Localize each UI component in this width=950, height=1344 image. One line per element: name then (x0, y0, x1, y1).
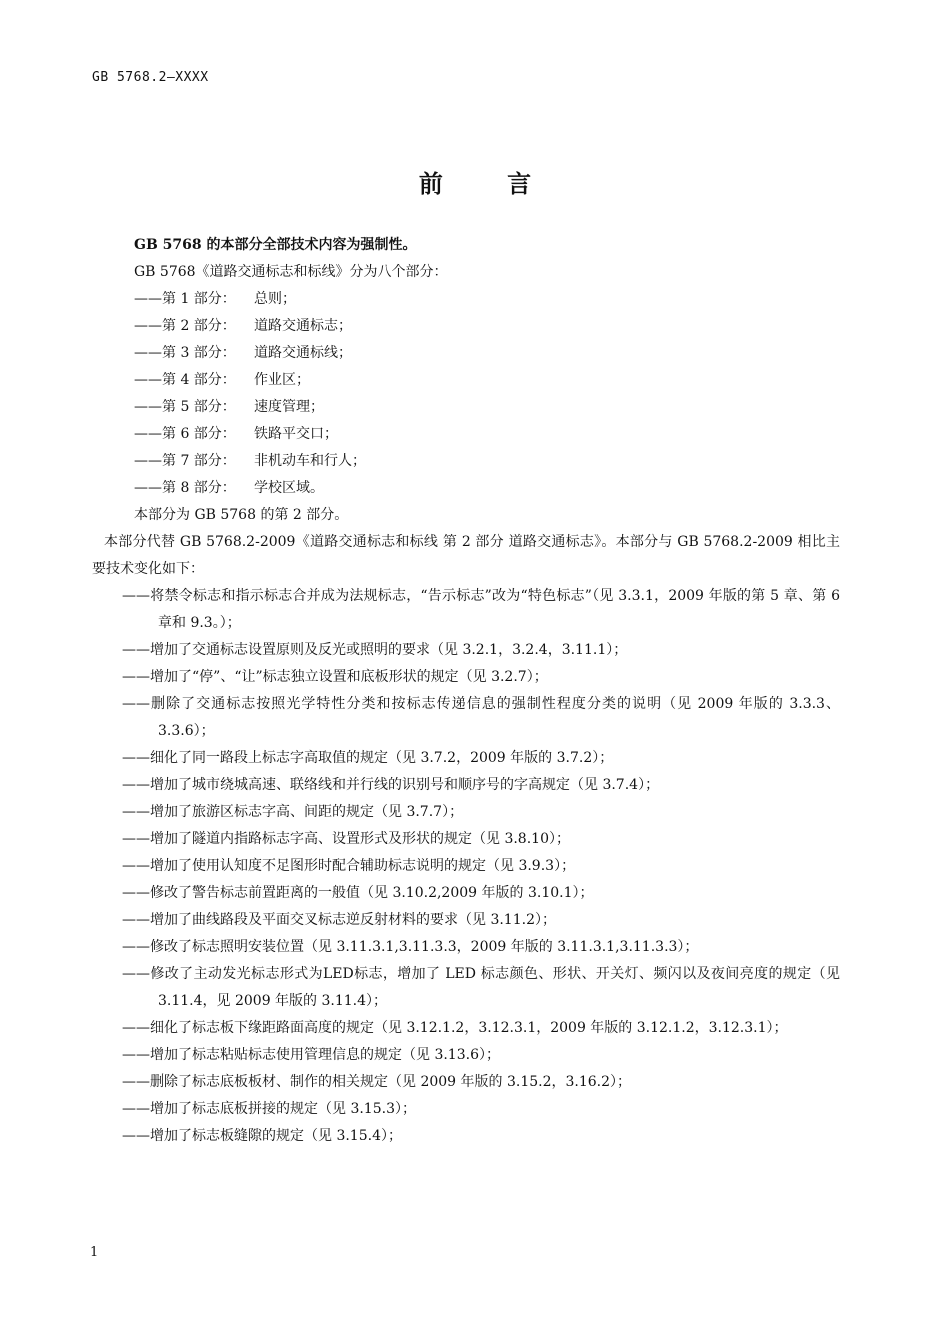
part-number: ——第 2 部分： (134, 318, 236, 334)
list-item: ——增加了标志板缝隙的规定（见 3.15.4）； (122, 1128, 402, 1144)
part-number: ——第 8 部分： (134, 480, 236, 496)
list-item: ——细化了标志板下缘距路面高度的规定（见 3.12.1.2，3.12.3.1，2009 年版的 3.12.1.2，3.12.3.1）； (122, 1020, 788, 1036)
document-header-code: GB 5768.2—XXXX (92, 70, 209, 85)
list-item (122, 286, 840, 313)
foreword-body (92, 232, 840, 1150)
list-item: ——删除了交通标志按照光学特性分类和按标志传递信息的强制性程度分类的说明（见 2009 年版的 3.3.3、3.3.6）； (122, 696, 840, 739)
part-number: ——第 5 部分： (134, 399, 236, 415)
changes-list (122, 583, 840, 1150)
list-item (122, 394, 840, 421)
part-name: 速度管理； (254, 399, 324, 415)
page-title: 前 言 (418, 170, 560, 198)
list-item: ——增加了使用认知度不足图形时配合辅助标志说明的规定（见 3.9.3）； (122, 858, 576, 874)
part-name: 学校区域。 (254, 480, 324, 496)
list-item (122, 367, 840, 394)
list-item (122, 421, 840, 448)
list-item: ——修改了警告标志前置距离的一般值（见 3.10.2,2009 年版的 3.10.1）； (122, 885, 594, 901)
parts-list (122, 286, 840, 502)
list-item: ——修改了标志照明安装位置（见 3.11.3.1,3.11.3.3，2009 年版的 3.11.3.1,3.11.3.3）； (122, 939, 699, 955)
list-item: ——增加了曲线路段及平面交叉标志逆反射材料的要求（见 3.11.2）； (122, 912, 556, 928)
page-number: 1 (90, 1245, 99, 1260)
part-number: ——第 4 部分： (134, 372, 236, 388)
list-item (122, 340, 840, 367)
part-number: ——第 3 部分： (134, 345, 236, 361)
part-number: ——第 7 部分： (134, 453, 236, 469)
mandatory-statement: GB 5768 的本部分全部技术内容为强制性。 (134, 237, 417, 253)
part-name: 道路交通标志； (254, 318, 352, 334)
part-name: 铁路平交口； (254, 426, 338, 442)
list-item: ——将禁令标志和指示标志合并成为法规标志，“告示标志”改为“特色标志”（见 3.3.1，2009 年版的第 5 章、第 6 章和 9.3。）； (122, 588, 840, 631)
list-item (122, 313, 840, 340)
this-part-statement: 本部分为 GB 5768 的第 2 部分。 (134, 507, 349, 523)
list-item: ——增加了隧道内指路标志字高、设置形式及形状的规定（见 3.8.10）； (122, 831, 570, 847)
list-item: ——修改了主动发光标志形式为LED标志，增加了 LED 标志颜色、形状、开关灯、频闪以及夜间亮度的规定（见 3.11.4，见 2009 年版的 3.11.4）； (122, 966, 840, 1009)
part-number: ——第 6 部分： (134, 426, 236, 442)
list-item: ——删除了标志底板板材、制作的相关规定（见 2009 年版的 3.15.2，3.16.2）； (122, 1074, 632, 1090)
list-item: ——增加了交通标志设置原则及反光或照明的要求（见 3.2.1，3.2.4，3.11.1）； (122, 642, 628, 658)
list-item: ——增加了“停”、“让”标志独立设置和底板形状的规定（见 3.2.7）； (122, 669, 548, 685)
part-name: 总则； (254, 291, 296, 307)
list-item: ——增加了旅游区标志字高、间距的规定（见 3.7.7）； (122, 804, 464, 820)
part-name: 作业区； (254, 372, 310, 388)
part-name: 道路交通标线； (254, 345, 352, 361)
list-item: ——增加了标志粘贴标志使用管理信息的规定（见 3.13.6）； (122, 1047, 500, 1063)
list-item: ——细化了同一路段上标志字高取值的规定（见 3.7.2，2009 年版的 3.7.2）； (122, 750, 614, 766)
list-item (122, 448, 840, 475)
list-item (122, 475, 840, 502)
list-item: ——增加了标志底板拼接的规定（见 3.15.3）； (122, 1101, 416, 1117)
list-item: ——增加了城市绕城高速、联络线和并行线的识别号和顺序号的字高规定（见 3.7.4）； (122, 777, 660, 793)
part-number: ——第 1 部分： (134, 291, 236, 307)
division-statement: GB 5768《道路交通标志和标线》分为八个部分： (134, 264, 448, 280)
replaces-statement: 本部分代替 GB 5768.2-2009《道路交通标志和标线 第 2 部分 道路交通标志》。本部分与 GB 5768.2-2009 相比主要技术变化如下： (92, 534, 840, 577)
part-name: 非机动车和行人； (254, 453, 366, 469)
